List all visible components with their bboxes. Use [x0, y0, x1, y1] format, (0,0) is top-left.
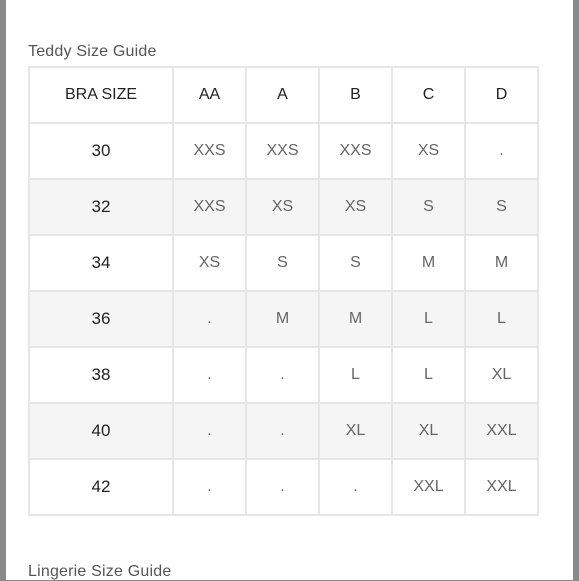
size-cell: . [246, 347, 319, 403]
size-cell: S [319, 235, 392, 291]
header-cup-c: C [392, 67, 465, 123]
size-cell: . [465, 123, 538, 179]
size-cell: XL [319, 403, 392, 459]
lingerie-size-guide-title: Lingerie Size Guide [28, 563, 172, 580]
table-row [29, 347, 538, 403]
size-cell: XXS [246, 123, 319, 179]
size-cell: M [246, 291, 319, 347]
size-cell: XXS [319, 123, 392, 179]
header-cup-b: B [319, 67, 392, 123]
bra-size-cell: 38 [29, 347, 173, 403]
size-cell: XS [319, 179, 392, 235]
size-cell: XL [392, 403, 465, 459]
size-cell: M [392, 235, 465, 291]
table-row [29, 291, 538, 347]
size-cell: . [173, 347, 246, 403]
size-cell: XXS [173, 179, 246, 235]
table-row [29, 179, 538, 235]
bra-size-cell: 36 [29, 291, 173, 347]
size-cell: . [319, 459, 392, 515]
size-cell: L [392, 291, 465, 347]
table-row [29, 459, 538, 515]
size-cell: L [465, 291, 538, 347]
bra-size-cell: 32 [29, 179, 173, 235]
size-cell: . [173, 403, 246, 459]
size-cell: XXL [465, 403, 538, 459]
table-header-row [29, 67, 538, 123]
size-cell: XS [392, 123, 465, 179]
header-cup-aa: AA [173, 67, 246, 123]
header-bra-size: BRA SIZE [29, 67, 173, 123]
size-cell: . [246, 459, 319, 515]
bra-size-cell: 40 [29, 403, 173, 459]
size-cell: . [173, 291, 246, 347]
size-cell: . [246, 403, 319, 459]
size-guide-panel [6, 0, 573, 580]
table-row [29, 123, 538, 179]
size-cell: XL [465, 347, 538, 403]
bra-size-cell: 42 [29, 459, 173, 515]
bra-size-cell: 34 [29, 235, 173, 291]
size-cell: . [173, 459, 246, 515]
size-cell: XXL [392, 459, 465, 515]
table-row [29, 235, 538, 291]
bra-size-cell: 30 [29, 123, 173, 179]
size-cell: XXS [173, 123, 246, 179]
size-cell: S [246, 235, 319, 291]
size-cell: M [319, 291, 392, 347]
size-cell: L [319, 347, 392, 403]
header-cup-d: D [465, 67, 538, 123]
size-cell: XS [246, 179, 319, 235]
size-cell: S [392, 179, 465, 235]
size-cell: M [465, 235, 538, 291]
size-cell: XS [173, 235, 246, 291]
teddy-size-table [28, 66, 539, 516]
header-cup-a: A [246, 67, 319, 123]
size-cell: S [465, 179, 538, 235]
size-cell: L [392, 347, 465, 403]
table-row [29, 403, 538, 459]
teddy-size-guide-title: Teddy Size Guide [28, 43, 157, 60]
size-cell: XXL [465, 459, 538, 515]
